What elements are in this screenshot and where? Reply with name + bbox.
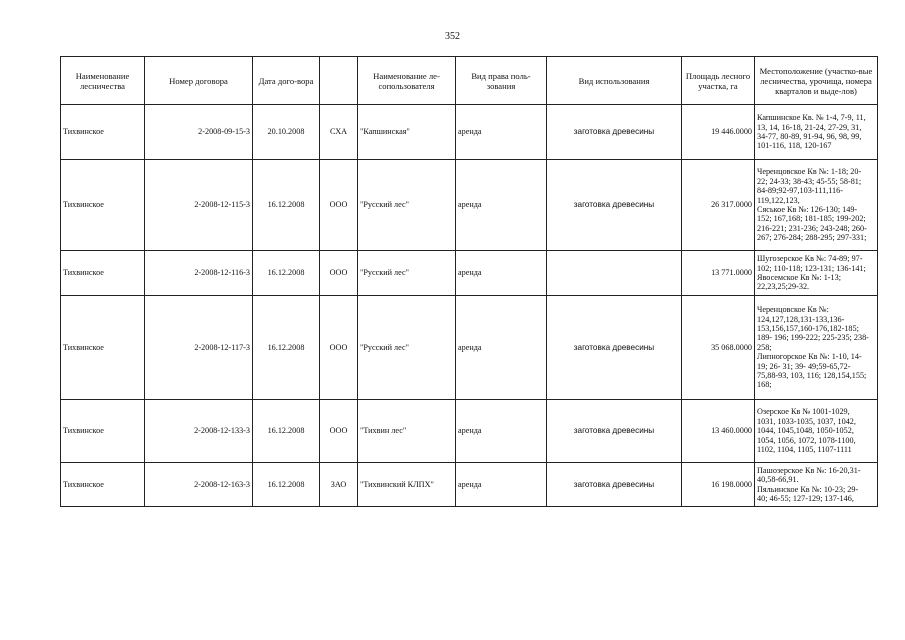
cell-forestry: Тихвинское: [61, 160, 145, 251]
cell-forest-user: "Русский лес": [358, 160, 456, 251]
cell-contract-number: 2-2008-12-133-3: [145, 400, 253, 463]
cell-contract-number: 2-2008-09-15-3: [145, 105, 253, 160]
location-line: 22; 24-33; 38-43; 45-55; 58-81;: [757, 176, 862, 186]
cell-area: 16 198.0000: [682, 463, 755, 507]
cell-date: 16.12.2008: [253, 296, 320, 400]
cell-forestry: Тихвинское: [61, 400, 145, 463]
location-line: 75,88-93, 103, 116; 128,154,155;: [757, 371, 867, 381]
cell-right-type: аренда: [456, 105, 547, 160]
location-line: Капшинское Кв. № 1-4, 7-9, 11,: [757, 113, 866, 123]
cell-location: [755, 105, 878, 160]
location-line: 1031, 1033-1035, 1037, 1042,: [757, 416, 856, 426]
location-line: 19; 26- 31; 39- 49;59-65,72-: [757, 361, 851, 371]
cell-forestry: Тихвинское: [61, 296, 145, 400]
cell-usage-type: заготовка древесины: [547, 105, 682, 160]
cell-area: 35 068.0000: [682, 296, 755, 400]
location-line: 267; 276-284; 288-295; 297-331;: [757, 233, 867, 243]
table-row: [61, 400, 878, 463]
cell-date: 16.12.2008: [253, 251, 320, 296]
location-line: 101-116, 118, 120-167: [757, 141, 832, 151]
location-line: 40,58-66,91.: [757, 475, 799, 485]
cell-forest-user: "Русский лес": [358, 251, 456, 296]
cell-area: 13 771.0000: [682, 251, 755, 296]
cell-forestry: Тихвинское: [61, 251, 145, 296]
cell-usage-type: заготовка древесины: [547, 400, 682, 463]
cell-usage-type: [547, 251, 682, 296]
cell-location: [755, 296, 878, 400]
cell-right-type: аренда: [456, 400, 547, 463]
cell-date: 16.12.2008: [253, 463, 320, 507]
location-line: Черенцовское Кв №:: [757, 305, 829, 315]
table-row: [61, 160, 878, 251]
location-line: 124,127,128,131-133,136-: [757, 314, 845, 324]
location-line: 119,122,123,: [757, 195, 800, 205]
cell-forestry: Тихвинское: [61, 463, 145, 507]
location-line: 13, 14, 16-18, 21-24, 27-29, 31,: [757, 122, 862, 132]
cell-date: 20.10.2008: [253, 105, 320, 160]
cell-org-form: СХА: [320, 105, 358, 160]
cell-right-type: аренда: [456, 296, 547, 400]
location-line: Черенцовское Кв №: 1-18; 20-: [757, 167, 862, 177]
table-row: [61, 463, 878, 507]
location-line: 1102, 1104, 1105, 1107-1111: [757, 445, 852, 455]
cell-forestry: Тихвинское: [61, 105, 145, 160]
cell-forest-user: "Тихвинский КЛПХ": [358, 463, 456, 507]
cell-org-form: ООО: [320, 160, 358, 251]
location-line: 22,23,25;29-32.: [757, 282, 810, 292]
location-line: 168;: [757, 380, 772, 390]
cell-contract-number: 2-2008-12-163-3: [145, 463, 253, 507]
cell-date: 16.12.2008: [253, 160, 320, 251]
header-row: [61, 57, 878, 105]
header-location: Местоположение (участко-вые лесничества, урочища, номера кварталов и выде-лов): [755, 57, 878, 105]
cell-right-type: аренда: [456, 251, 547, 296]
header-area: Площадь лесного участка, га: [682, 57, 755, 105]
location-line: Сяськое Кв №: 126-130; 149-: [757, 205, 858, 214]
location-line: 34-77, 80-89, 91-94, 96, 98, 99,: [757, 132, 862, 141]
location-line: Озерское Кв № 1001-1029,: [757, 407, 850, 417]
table-row: [61, 296, 878, 400]
header-forest-user: Наименование ле-сопользователя: [358, 57, 456, 105]
cell-area: 19 446.0000: [682, 105, 755, 160]
cell-usage-type: заготовка древесины: [547, 463, 682, 507]
header-contract-date: Дата дого-вора: [253, 57, 320, 105]
location-line: Шугозерское Кв №: 74-89; 97-: [757, 254, 863, 264]
cell-right-type: аренда: [456, 160, 547, 251]
location-line: 1054, 1056, 1072, 1078-1100,: [757, 435, 856, 445]
forest-lease-table: [60, 56, 878, 507]
location-line: 102; 110-118; 123-131; 136-141;: [757, 263, 866, 273]
location-line: 189- 196; 199-222; 225-235; 238-: [757, 333, 869, 343]
location-line: 153,156,157,160-176,182-185;: [757, 323, 859, 333]
cell-contract-number: 2-2008-12-116-3: [145, 251, 253, 296]
cell-right-type: аренда: [456, 463, 547, 507]
cell-forest-user: "Русский лес": [358, 296, 456, 400]
location-line: Пашозерское Кв №: 16-20,31-: [757, 465, 861, 475]
header-right-type: Вид права поль-зования: [456, 57, 547, 105]
cell-area: 26 317.0000: [682, 160, 755, 251]
table-row: [61, 105, 878, 160]
cell-location: [755, 400, 878, 463]
page-number: 352: [445, 31, 460, 42]
cell-usage-type: заготовка древесины: [547, 160, 682, 251]
cell-contract-number: 2-2008-12-117-3: [145, 296, 253, 400]
cell-org-form: ООО: [320, 400, 358, 463]
location-line: Пяльинское Кв №: 10-23; 29-: [757, 484, 859, 494]
cell-location: [755, 160, 878, 251]
cell-org-form: ООО: [320, 296, 358, 400]
location-line: 258;: [757, 342, 772, 352]
location-line: Липногорское Кв №: 1-10, 14-: [757, 352, 862, 362]
location-line: 1044, 1045,1048, 1050-1052,: [757, 426, 854, 436]
table-row: [61, 251, 878, 296]
cell-org-form: ООО: [320, 251, 358, 296]
cell-forest-user: "Тихвин лес": [358, 400, 456, 463]
cell-contract-number: 2-2008-12-115-3: [145, 160, 253, 251]
cell-date: 16.12.2008: [253, 400, 320, 463]
cell-org-form: ЗАО: [320, 463, 358, 507]
header-org-form: [320, 57, 358, 105]
table-header: [61, 57, 878, 105]
cell-area: 13 460.0000: [682, 400, 755, 463]
location-line: 84-89;92-97,103-111,116-: [757, 186, 843, 196]
header-contract-number: Номер договора: [145, 57, 253, 105]
location-line: Явосемское Кв №: 1-13;: [757, 273, 841, 282]
header-forestry: Наименование лесничества: [61, 57, 145, 105]
header-usage-type: Вид использования: [547, 57, 682, 105]
location-line: 40; 46-55; 127-129; 137-146,: [757, 493, 854, 503]
cell-location: [755, 251, 878, 296]
cell-forest-user: "Капшинская": [358, 105, 456, 160]
cell-location: [755, 463, 878, 507]
location-line: 216-221; 231-236; 243-248; 260-: [757, 223, 867, 233]
location-line: 152; 167,168; 181-185; 199-202;: [757, 214, 866, 224]
cell-usage-type: заготовка древесины: [547, 296, 682, 400]
